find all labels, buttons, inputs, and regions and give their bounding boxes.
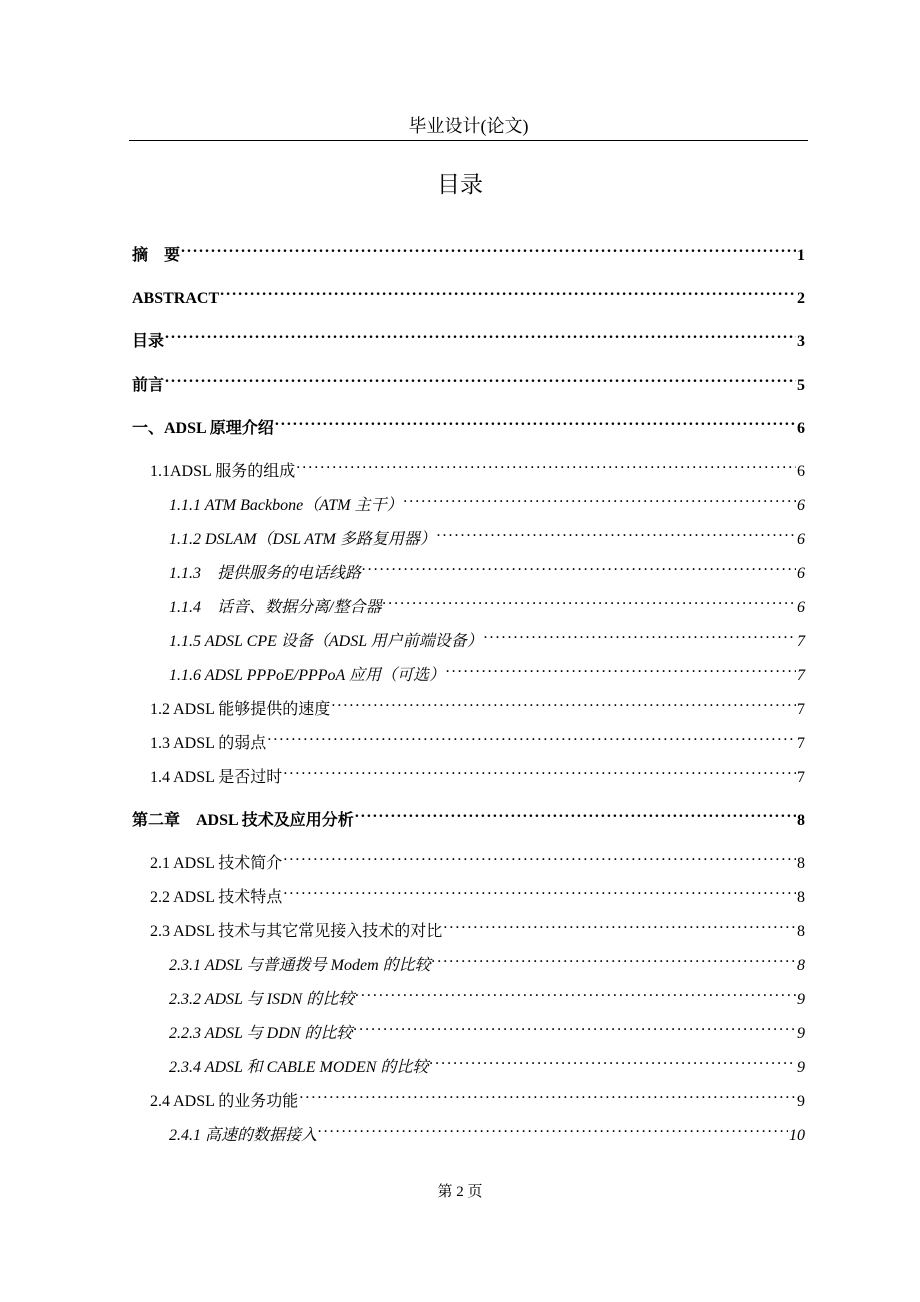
toc-entry-page: 9 xyxy=(797,1025,805,1042)
toc-entry[interactable] xyxy=(150,690,805,718)
toc-entry[interactable] xyxy=(169,1116,805,1144)
dot-leader xyxy=(429,1048,796,1072)
dot-leader xyxy=(362,554,796,578)
toc-entry-label: 2.4 ADSL 的业务功能 xyxy=(150,1093,299,1110)
dot-leader xyxy=(296,452,796,476)
toc-entry-label: 2.1 ADSL 技术简介 xyxy=(150,855,283,872)
toc-entry-label: 1.1.5 ADSL CPE 设备（ADSL 用户前端设备） xyxy=(169,633,483,650)
dot-leader xyxy=(353,1014,796,1038)
toc-entry[interactable] xyxy=(132,366,805,394)
running-header: 毕业设计(论文) xyxy=(408,116,529,136)
toc-entry[interactable] xyxy=(150,912,805,940)
dot-leader xyxy=(484,622,796,646)
toc-entry-label: 1.3 ADSL 的弱点 xyxy=(150,735,267,752)
page-number-footer: 第 2 页 xyxy=(437,1184,483,1200)
toc-entry-page: 6 xyxy=(797,463,805,480)
toc-entry-page: 9 xyxy=(797,991,805,1008)
toc-entry-label: 第二章 ADSL 技术及应用分析 xyxy=(132,812,354,829)
toc-entry[interactable] xyxy=(169,980,805,1008)
dot-leader xyxy=(432,946,796,970)
toc-entry[interactable] xyxy=(169,588,805,616)
dot-leader xyxy=(165,322,796,346)
toc-entry-label: 1.1.3 提供服务的电话线路 xyxy=(169,565,362,582)
toc-entry[interactable] xyxy=(132,236,805,264)
toc-entry-page: 1 xyxy=(797,247,805,264)
dot-leader xyxy=(355,980,796,1004)
toc-entry-label: 1.4 ADSL 是否过时 xyxy=(150,769,283,786)
toc-entry[interactable] xyxy=(132,801,805,829)
dot-leader xyxy=(283,878,796,902)
toc-entry-label: 2.3 ADSL 技术与其它常见接入技术的对比 xyxy=(150,923,443,940)
toc-entry[interactable] xyxy=(169,520,805,548)
toc-entry[interactable] xyxy=(150,844,805,872)
toc-entry[interactable] xyxy=(150,724,805,752)
toc-entry[interactable] xyxy=(169,1048,805,1076)
dot-leader xyxy=(283,758,796,782)
toc-entry-label: 2.3.4 ADSL 和 CABLE MODEN 的比较 xyxy=(169,1059,429,1076)
toc-entry-label: 一、ADSL 原理介绍 xyxy=(132,420,274,437)
toc-entry[interactable] xyxy=(169,486,805,514)
toc-entry-page: 6 xyxy=(797,497,805,514)
dot-leader xyxy=(275,409,796,433)
toc-entry[interactable] xyxy=(150,452,805,480)
toc-entry-page: 7 xyxy=(797,701,805,718)
toc-entry-label: 前言 xyxy=(132,377,165,394)
dot-leader xyxy=(443,912,796,936)
page-title: 目录 xyxy=(437,172,483,198)
toc-entry-label: 2.2 ADSL 技术特点 xyxy=(150,889,283,906)
dot-leader xyxy=(446,656,796,680)
dot-leader xyxy=(318,1116,788,1140)
toc-entry-page: 7 xyxy=(797,769,805,786)
toc-entry[interactable] xyxy=(169,1014,805,1042)
toc-entry-label: 2.4.1 高速的数据接入 xyxy=(169,1127,318,1144)
toc-entry-label: 2.3.2 ADSL 与 ISDN 的比较 xyxy=(169,991,355,1008)
toc-entry-page: 8 xyxy=(797,812,805,829)
toc-entry[interactable] xyxy=(132,279,805,307)
dot-leader xyxy=(283,844,796,868)
toc-entry-page: 9 xyxy=(797,1093,805,1110)
toc-entry[interactable] xyxy=(150,878,805,906)
toc-entry[interactable] xyxy=(169,622,805,650)
toc-entry-label: 1.2 ADSL 能够提供的速度 xyxy=(150,701,331,718)
toc-entry-label: 1.1.6 ADSL PPPoE/PPPoA 应用（可选） xyxy=(169,667,445,684)
toc-entry-label: 摘 要 xyxy=(132,247,181,264)
toc-entry-label: 2.2.3 ADSL 与 DDN 的比较 xyxy=(169,1025,353,1042)
toc-entry-page: 8 xyxy=(797,855,805,872)
toc-entry-label: ABSTRACT xyxy=(132,290,220,307)
toc-entry[interactable] xyxy=(132,409,805,437)
dot-leader xyxy=(382,588,796,612)
toc-entry-page: 9 xyxy=(797,1059,805,1076)
toc-entry-page: 8 xyxy=(797,957,805,974)
toc-entry-page: 5 xyxy=(797,377,805,394)
dot-leader xyxy=(267,724,796,748)
toc-entry[interactable] xyxy=(150,1082,805,1110)
toc-entry-page: 7 xyxy=(797,633,805,650)
toc-entry-page: 6 xyxy=(797,420,805,437)
toc-entry[interactable] xyxy=(169,656,805,684)
toc-entry-page: 6 xyxy=(797,531,805,548)
toc-entry[interactable] xyxy=(150,758,805,786)
toc-entry-page: 7 xyxy=(797,735,805,752)
toc-entry-page: 2 xyxy=(797,290,805,307)
toc-entry-page: 6 xyxy=(797,565,805,582)
toc-entry-page: 7 xyxy=(797,667,805,684)
toc-entry[interactable] xyxy=(169,946,805,974)
dot-leader xyxy=(355,801,796,825)
toc-entry-label: 目录 xyxy=(132,333,165,350)
toc-entry-label: 1.1ADSL 服务的组成 xyxy=(150,463,296,480)
toc-entry-page: 10 xyxy=(789,1127,805,1144)
toc-entry[interactable] xyxy=(169,554,805,582)
dot-leader xyxy=(220,279,796,303)
toc-entry-label: 1.1.4 话音、数据分离/整合器 xyxy=(169,599,382,616)
dot-leader xyxy=(299,1082,796,1106)
toc-entry-label: 2.3.1 ADSL 与普通拨号 Modem 的比较 xyxy=(169,957,431,974)
toc-entry-page: 6 xyxy=(797,599,805,616)
toc-entry-page: 3 xyxy=(797,333,805,350)
toc-entry[interactable] xyxy=(132,322,805,350)
toc-entry-label: 1.1.2 DSLAM（DSL ATM 多路复用器） xyxy=(169,531,436,548)
dot-leader xyxy=(165,366,796,390)
dot-leader xyxy=(181,236,796,260)
dot-leader xyxy=(331,690,796,714)
toc-entry-page: 8 xyxy=(797,923,805,940)
dot-leader xyxy=(404,486,796,510)
dot-leader xyxy=(437,520,796,544)
toc-entry-label: 1.1.1 ATM Backbone（ATM 主干） xyxy=(169,497,403,514)
toc-entry-page: 8 xyxy=(797,889,805,906)
